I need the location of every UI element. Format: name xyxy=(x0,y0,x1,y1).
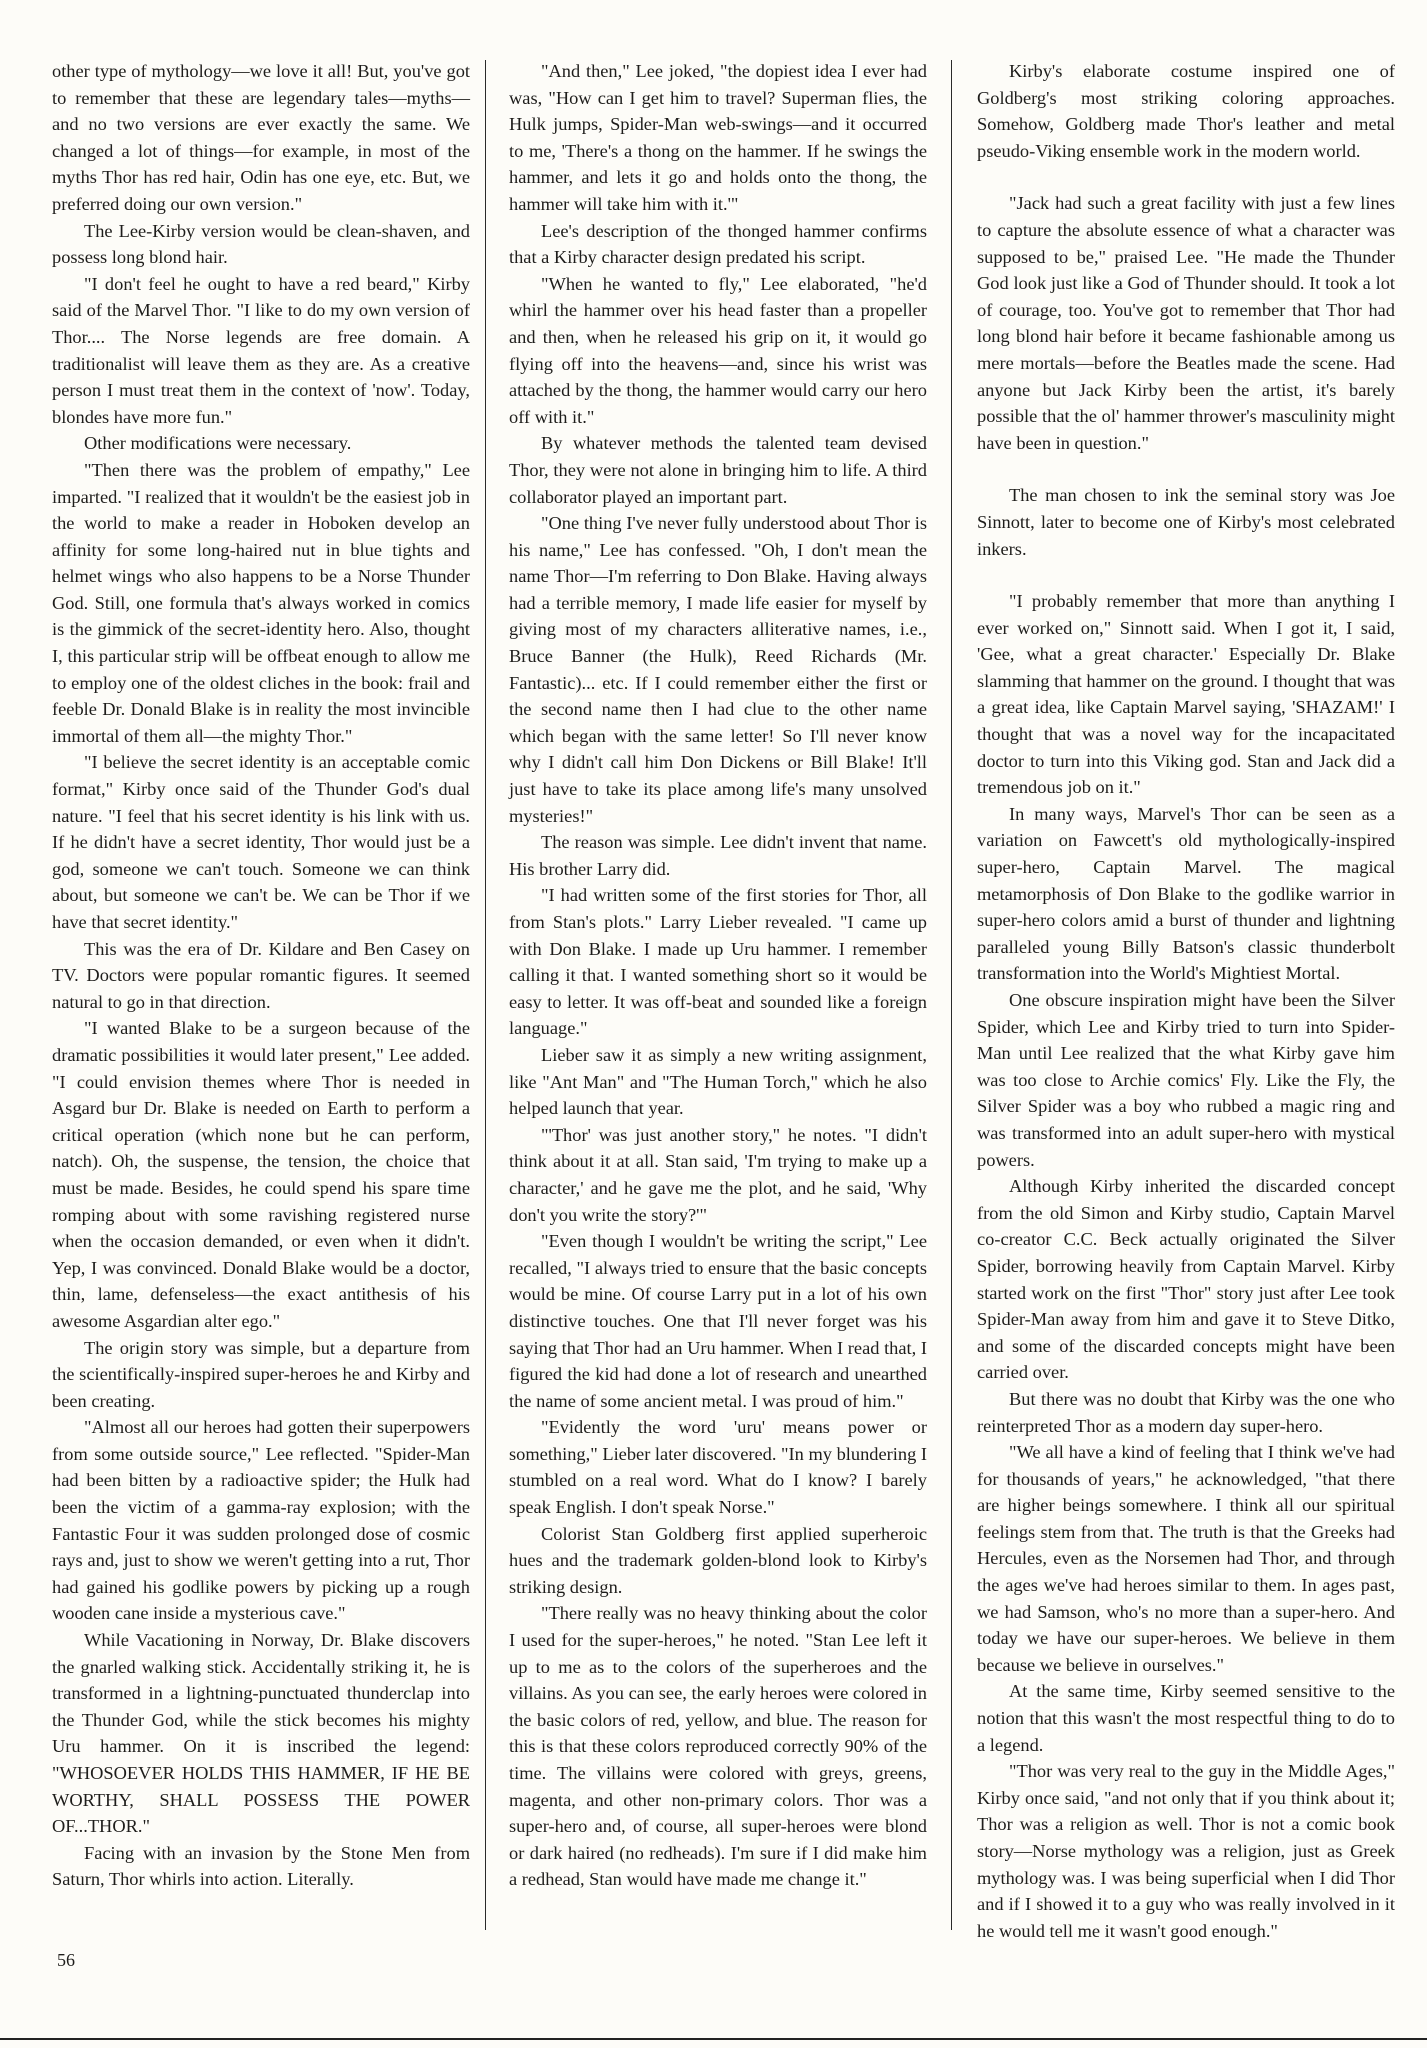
paragraph: "Almost all our heroes had gotten their superpowers from some outside source," Lee reflected. "Spider-Man had been bitten by a radioactive spider; the Hulk had been the victim of a gamma-ray explosion; with the Fantastic Four it was sudden prolonged dose of cosmic rays and, just to show we weren't getting into a rut, Thor had gained his godlike powers by picking up a rough wooden cane inside a mysterious cave." xyxy=(52,1417,470,1624)
paragraph: "There really was no heavy thinking about the color I used for the super-heroes," he noted. "Stan Lee left it up to me as to the colors of the superheroes and the villains. As you can see, the early heroes were colored in the basic colors of red, yellow, and blue. The reason for this is that these colors reproduced correctly 90% of the time. The villains were colored with greys, greens, magenta, and other non-primary colors. Thor was a super-hero and, of course, all super-heroes were blond or dark haired (no redheads). I'm sure if I did make him a redhead, Stan would have made me change it." xyxy=(509,1603,927,1890)
paragraph: The Lee-Kirby version would be clean-shaven, and possess long blond hair. xyxy=(52,220,470,268)
column-divider xyxy=(485,60,486,1930)
paragraph: "Then there was the problem of empathy," Lee imparted. "I realized that it wouldn't be the easiest job in the world to make a reader in Hoboken develop an affinity for some long-haired nut in blue tights and helmet wings who also happens to be a Norse Thunder God. Still, one formula that's always worked in comics is the gimmick of the secret-identity hero. Also, thought I, this particular strip will be offbeat enough to allow me to employ one of the oldest cliches in the book: frail and feeble Dr. Donald Blake is in reality the most invincible immortal of them all—the mighty Thor." xyxy=(52,459,470,746)
paragraph: other type of mythology—we love it all! But, you've got to remember that these are legendary tales—myths—and no two versions are ever exactly the same. We changed a lot of things—for example, in most of the myths Thor has red hair, Odin has one eye, etc. But, we preferred doing our own version." xyxy=(52,61,470,214)
paragraph: In many ways, Marvel's Thor can be seen as a variation on Fawcett's old mythologically-inspired super-hero, Captain Marvel. The magical metamorphosis of Don Blake to the godlike warrior in super-hero colors amid a burst of thunder and lightning paralleled young Billy Batson's classic thunderbolt transformation into the World's Mightiest Mortal. xyxy=(977,803,1395,984)
paragraph: But there was no doubt that Kirby was the one who reinterpreted Thor as a modern day super-hero. xyxy=(977,1388,1395,1436)
paragraph: At the same time, Kirby seemed sensitive to the notion that this wasn't the most respectful thing to do to a legend. xyxy=(977,1681,1395,1755)
paragraph: Kirby's elaborate costume inspired one of Goldberg's most striking coloring approaches. Somehow, Goldberg made Thor's leather and metal pseudo-Viking ensemble work in the modern world. xyxy=(977,61,1395,161)
paragraph: "I had written some of the first stories for Thor, all from Stan's plots." Larry Lieber revealed. "I came up with Don Blake. I made up Uru hammer. I remember calling it that. I wanted something short so it would be easy to letter. It was off-beat and sounded like a foreign language." xyxy=(509,885,927,1039)
text-column-1 xyxy=(52,58,470,1893)
text-column-2 xyxy=(509,58,927,1893)
page-number: 56 xyxy=(57,1950,75,1970)
paragraph: "When he wanted to fly," Lee elaborated, "he'd whirl the hammer over his head faster than a propeller and then, when he released his grip on it, it would go flying off into the heavens—and, since his wrist was attached by the thong, the hammer would carry our hero off with it." xyxy=(509,273,927,427)
paragraph: "Even though I wouldn't be writing the script," Lee recalled, "I always tried to ensure that the basic concepts would be mine. Of course Larry put in a lot of his own distinctive touches. One that I'll never forget was his saying that Thor had an Uru hammer. When I read that, I figured the kid had done a lot of research and unearthed the name of some ancient metal. I was proud of him." xyxy=(509,1231,927,1411)
paragraph: "One thing I've never fully understood about Thor is his name," Lee has confessed. "Oh, I don't mean the name Thor—I'm referring to Don Blake. Having always had a terrible memory, I made life easier for myself by giving most of my characters alliterative names, i.e., Bruce Banner (the Hulk), Reed Richards (Mr. Fantastic)... etc. If I could remember either the first or the second name then I had clue to the other name which began with the same letter! So I'll never know why I didn't call him Don Dickens or Bill Blake! It'll just have to take its place among life's many unsolved mysteries!" xyxy=(509,513,927,826)
paragraph: The reason was simple. Lee didn't invent that name. His brother Larry did. xyxy=(509,832,927,879)
paragraph: "I wanted Blake to be a surgeon because of the dramatic possibilities it would later present," Lee added. "I could envision themes where Thor is needed in Asgard bur Dr. Blake is needed on Earth to perform a critical operation (which none but he can perform, natch). Oh, the suspense, the tension, the choice that must be made. Besides, he could spend his spare time romping about with some ravishing registered nurse when the occasion demanded, or even when it didn't. Yep, I was convinced. Donald Blake would be a doctor, thin, lame, defenseless—the exact antithesis of his awesome Asgardian alter ego." xyxy=(52,1018,470,1331)
paragraph: Facing with an invasion by the Stone Men from Saturn, Thor whirls into action. Literally. xyxy=(52,1842,470,1890)
text-column-3 xyxy=(977,58,1395,1944)
paragraph: While Vacationing in Norway, Dr. Blake discovers the gnarled walking stick. Accidentally striking it, he is transformed in a lightning-punctuated thunderclap into the Thunder God, while the stick becomes his mighty Uru hammer. On it is inscribed the legend: "WHOSOEVER HOLDS THIS HAMMER, IF HE BE WORTHY, SHALL POSSESS THE POWER OF...THOR." xyxy=(52,1630,470,1837)
paragraph: "Jack had such a great facility with just a few lines to capture the absolute essence of what a character was supposed to be," praised Lee. "He made the Thunder God look just like a God of Thunder should. It took a lot of courage, too. You've got to remember that Thor had long blond hair before it became fashionable among us mere mortals—before the Beatles made the scene. Had anyone but Jack Kirby been the artist, it's barely possible that the ol' hammer thrower's masculinity might have been in question." xyxy=(977,193,1395,453)
paragraph: "'Thor' was just another story," he notes. "I didn't think about it at all. Stan said, 'I'm trying to make up a character,' and he gave me the plot, and he said, 'Why don't you write the story?'" xyxy=(509,1124,927,1225)
paragraph: "Thor was very real to the guy in the Middle Ages," Kirby once said, "and not only that if you think about it; Thor was a religion as well. Thor is not a comic book story—Norse mythology was a religion, just as Greek mythology was. I was being superficial when I did Thor and if I showed it to a guy who was really involved in it he would tell me it wasn't good enough." xyxy=(977,1761,1395,1941)
paragraph: "I probably remember that more than anything I ever worked on," Sinnott said. When I got it, I said, 'Gee, what a great character.' Especially Dr. Blake slamming that hammer on the ground. I thought that was a great idea, like Captain Marvel saying, 'SHAZAM!' I thought that was a novel way for the incapacitated doctor to turn into this Viking god. Stan and Jack did a tremendous job on it." xyxy=(977,591,1395,798)
paragraph: This was the era of Dr. Kildare and Ben Casey on TV. Doctors were popular romantic figures. It seemed natural to go in that direction. xyxy=(52,938,470,1012)
paragraph: "I don't feel he ought to have a red beard," Kirby said of the Marvel Thor. "I like to do my own version of Thor.... The Norse legends are free domain. A traditionalist will leave them as they are. As a creative person I must treat them in the context of 'now'. Today, blondes have more fun." xyxy=(52,273,470,427)
paragraph: One obscure inspiration might have been the Silver Spider, which Lee and Kirby tried to turn into Spider-Man until Lee realized that the what Kirby gave him was too close to Archie comics' Fly. Like the Fly, the Silver Spider was a boy who rubbed a magic ring and was transformed into an adult super-hero with mystical powers. xyxy=(977,990,1395,1170)
paragraph: "And then," Lee joked, "the dopiest idea I ever had was, "How can I get him to travel? Superman flies, the Hulk jumps, Spider-Man web-swings—and it occurred to me, 'There's a thong on the hammer. If he swings the hammer, and lets it go and holds onto the thong, the hammer will take him with it.'" xyxy=(509,61,927,214)
paragraph: The origin story was simple, but a departure from the scientifically-inspired super-heroes he and Kirby and been creating. xyxy=(52,1337,470,1411)
bottom-rule xyxy=(0,2038,1427,2040)
paragraph: Other modifications were necessary. xyxy=(84,433,352,454)
paragraph: Lee's description of the thonged hammer confirms that a Kirby character design predated his script. xyxy=(509,220,927,268)
paragraph: Lieber saw it as simply a new writing assignment, like "Ant Man" and "The Human Torch," which he also helped launch that year. xyxy=(509,1044,927,1119)
paragraph: "We all have a kind of feeling that I think we've had for thousands of years," he acknowledged, "that there are higher beings somewhere. I think all our spiritual feelings stem from that. The truth is that the Greeks had Hercules, even as the Norsemen had Thor, and through the ages we've had heroes similar to them. In ages past, we had Samson, who's no more than a super-hero. And today we have our super-heroes. We believe in them because we believe in ourselves." xyxy=(977,1442,1395,1675)
paragraph: "Evidently the word 'uru' means power or something," Lieber later discovered. "In my blundering I stumbled on a real word. What do I know? I barely speak English. I don't speak Norse." xyxy=(509,1417,927,1518)
paragraph: By whatever methods the talented team devised Thor, they were not alone in bringing him to life. A third collaborator played an important part. xyxy=(509,433,927,507)
paragraph: Colorist Stan Goldberg first applied superheroic hues and the trademark golden-blond look to Kirby's striking design. xyxy=(509,1523,927,1597)
paragraph: "I believe the secret identity is an acceptable comic format," Kirby once said of the Thunder God's dual nature. "I feel that his secret identity is his link with us. If he didn't have a secret identity, Thor would just be a god, someone we can't touch. Someone we can think about, but someone we can't be. We can be Thor if we have that secret identity." xyxy=(52,752,470,932)
paragraph: Although Kirby inherited the discarded concept from the old Simon and Kirby studio, Captain Marvel co-creator C.C. Beck actually originated the Silver Spider, borrowing heavily from Captain Marvel. Kirby started work on the first "Thor" story just after Lee took Spider-Man away from him and gave it to Steve Ditko, and some of the discarded concepts might have been carried over. xyxy=(977,1176,1395,1383)
paragraph: The man chosen to ink the seminal story was Joe Sinnott, later to become one of Kirby's most celebrated inkers. xyxy=(977,485,1395,559)
column-divider xyxy=(951,60,952,1930)
